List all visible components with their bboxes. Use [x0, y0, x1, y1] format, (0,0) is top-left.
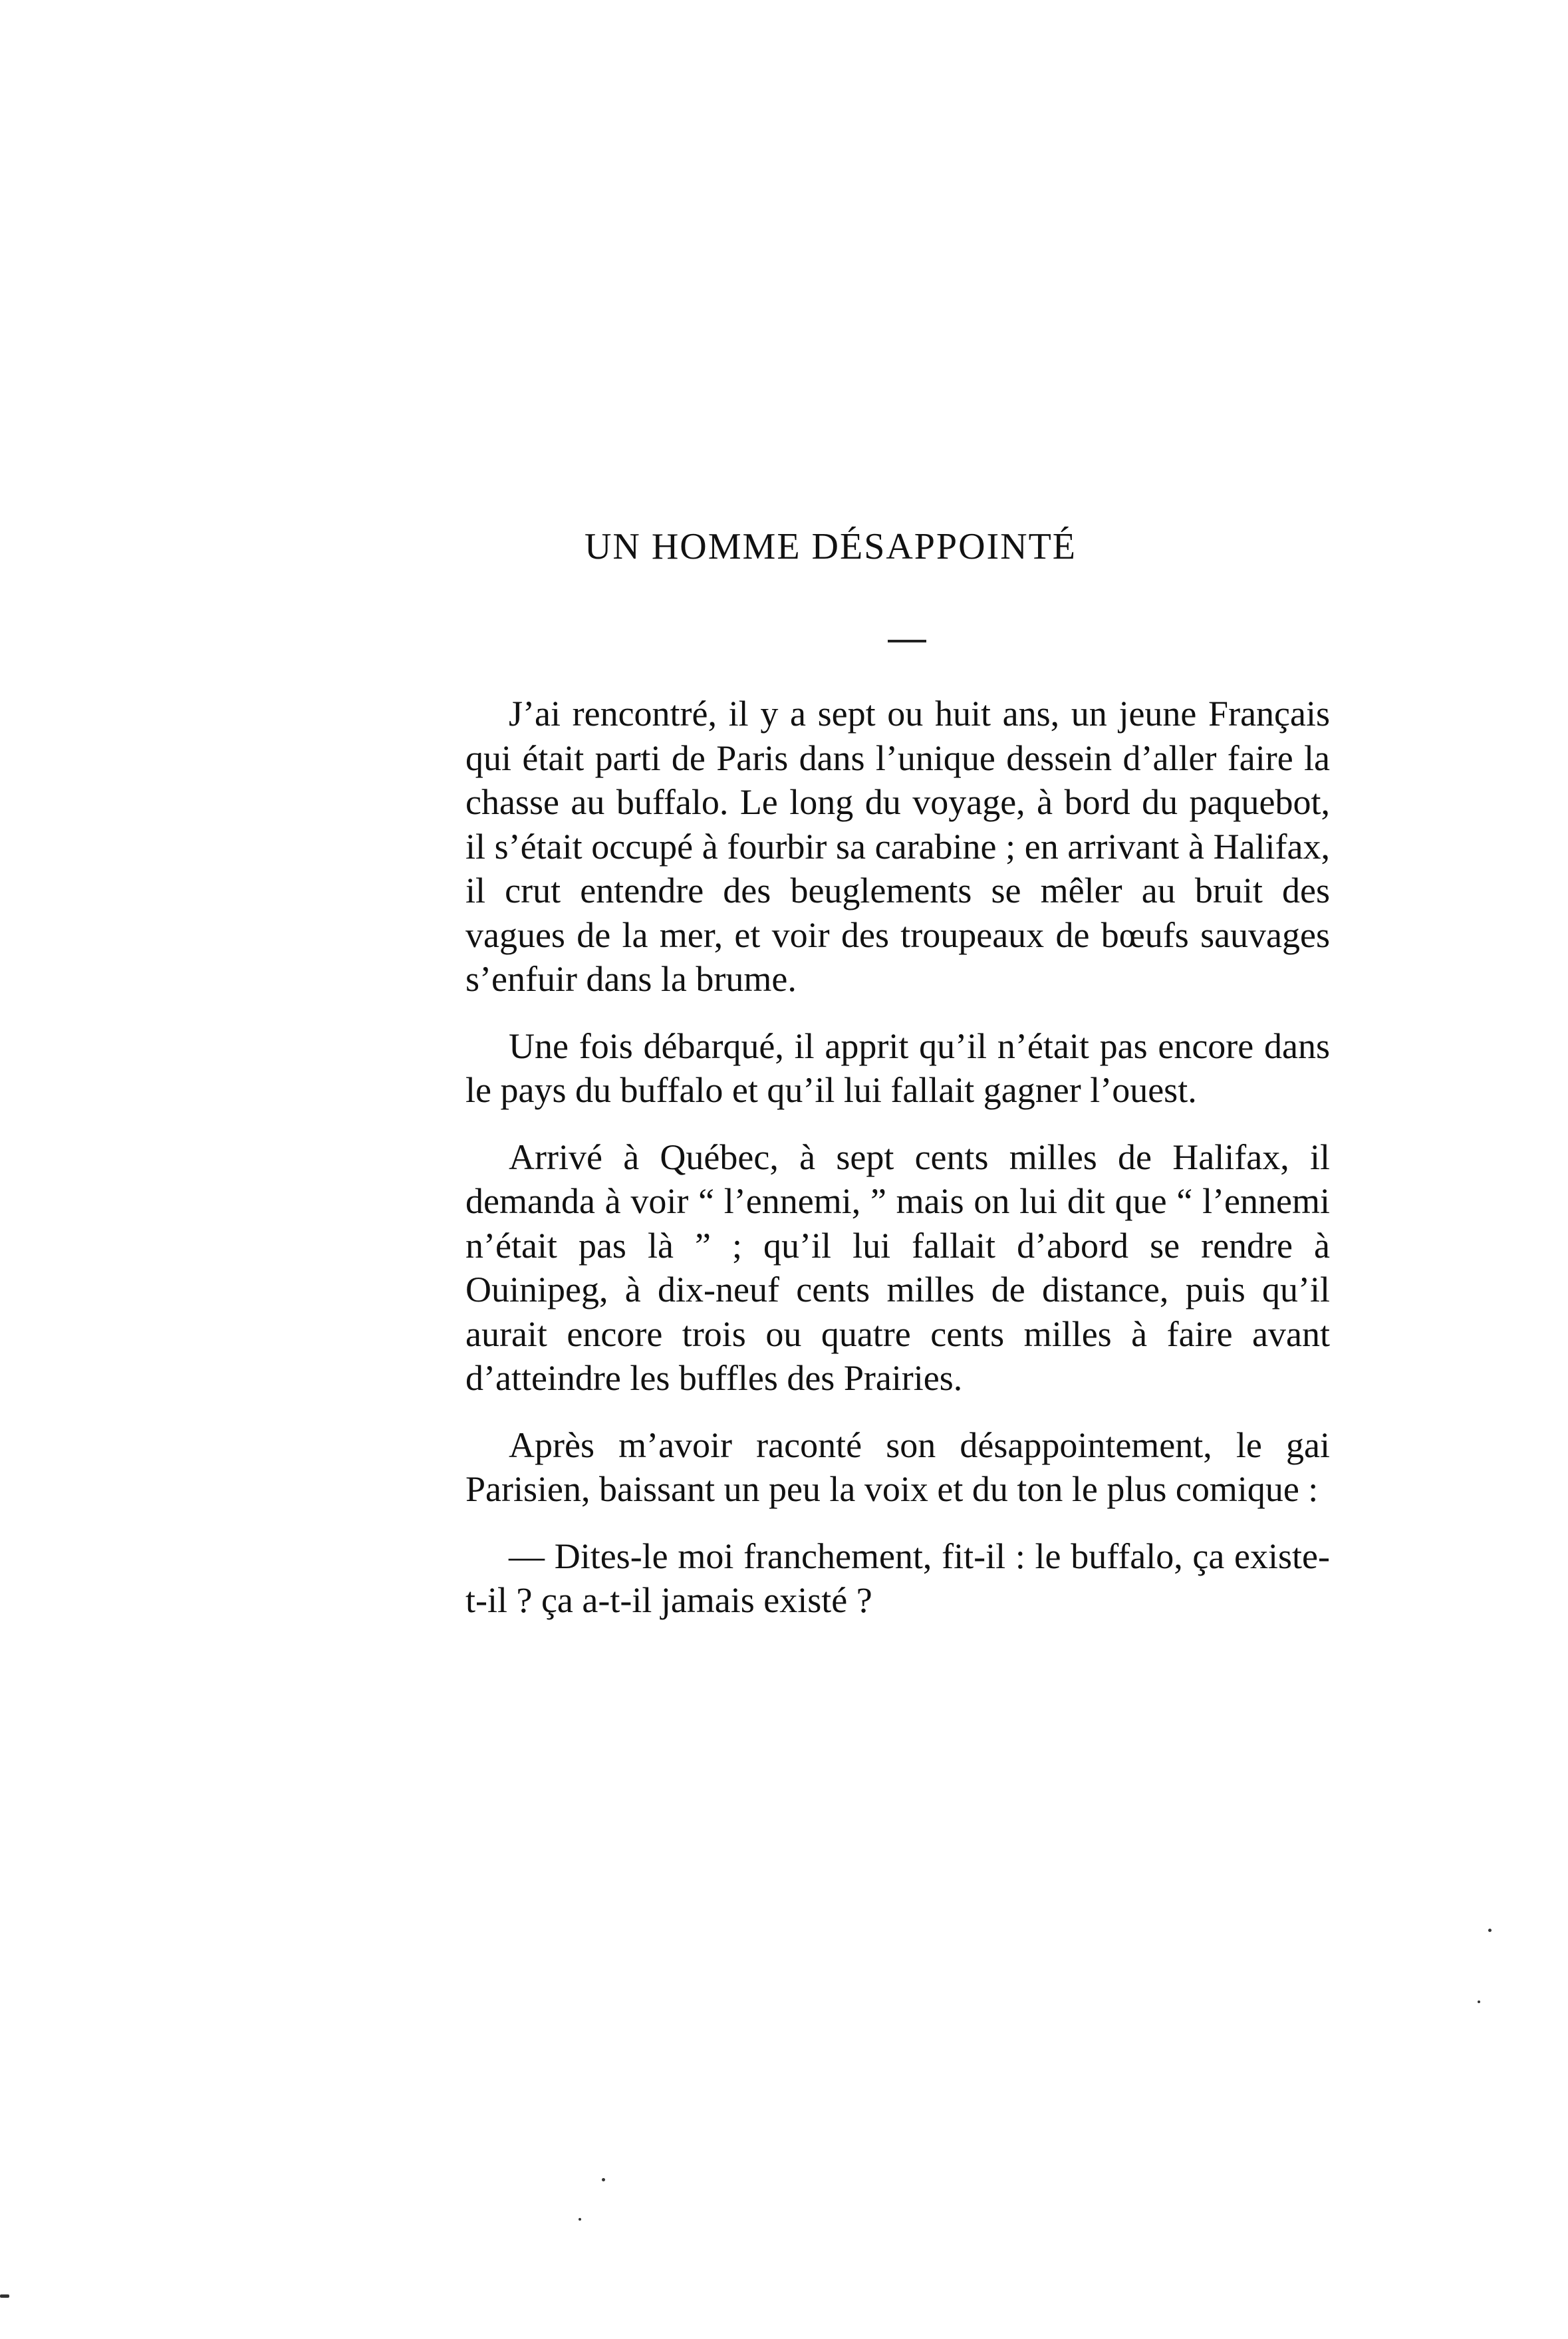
paragraph-1: J’ai rencontré, il y a sept ou huit ans, un jeune Français qui était parti de Paris dans l’unique dessein d’aller faire la chasse au buffalo. Le long du voyage, à bord du paquebot, il s’était occupé à fourbir sa carabine ; en arrivant à Halifax, il crut entendre des beuglements se mêler au bruit des vagues de la mer, et voir des troupeaux de bœufs sauvages s’enfuir dans la brume.: [465, 694, 1330, 999]
paragraph-3: Arrivé à Québec, à sept cents milles de Halifax, il demanda à voir “ l’ennemi, ” mais on lui dit que “ l’ennemi n’était pas là ” ; qu’il lui fallait d’abord se rendre à Ouinipeg, à dix-neuf cents milles de distance, puis qu’il aurait encore trois ou quatre cents milles à faire avant d’atteindre les buffles des Prairies.: [465, 1137, 1330, 1398]
paragraph-4: Après m’avoir raconté son désappointement, le gai Parisien, baissant un peu la voix et du ton le plus comique :: [465, 1425, 1330, 1509]
scan-speck: [1478, 2000, 1480, 2003]
scan-speck: [1488, 1929, 1492, 1932]
scan-speck: [0, 2294, 9, 2298]
paragraph-2: Une fois débarqué, il apprit qu’il n’était pas encore dans le pays du buffalo et qu’il lui fallait gagner l’ouest.: [465, 1026, 1330, 1110]
scan-speck: [579, 2218, 581, 2221]
paragraph-5: — Dites-le moi franchement, fit-il : le buffalo, ça existe-t-il ? ça a-t-il jamais existé ?: [465, 1536, 1330, 1620]
scan-speck: [602, 2178, 605, 2181]
body-text: [465, 692, 1330, 1645]
title-rule: [888, 640, 926, 642]
page-title: UN HOMME DÉSAPPOINTÉ: [584, 526, 1077, 567]
